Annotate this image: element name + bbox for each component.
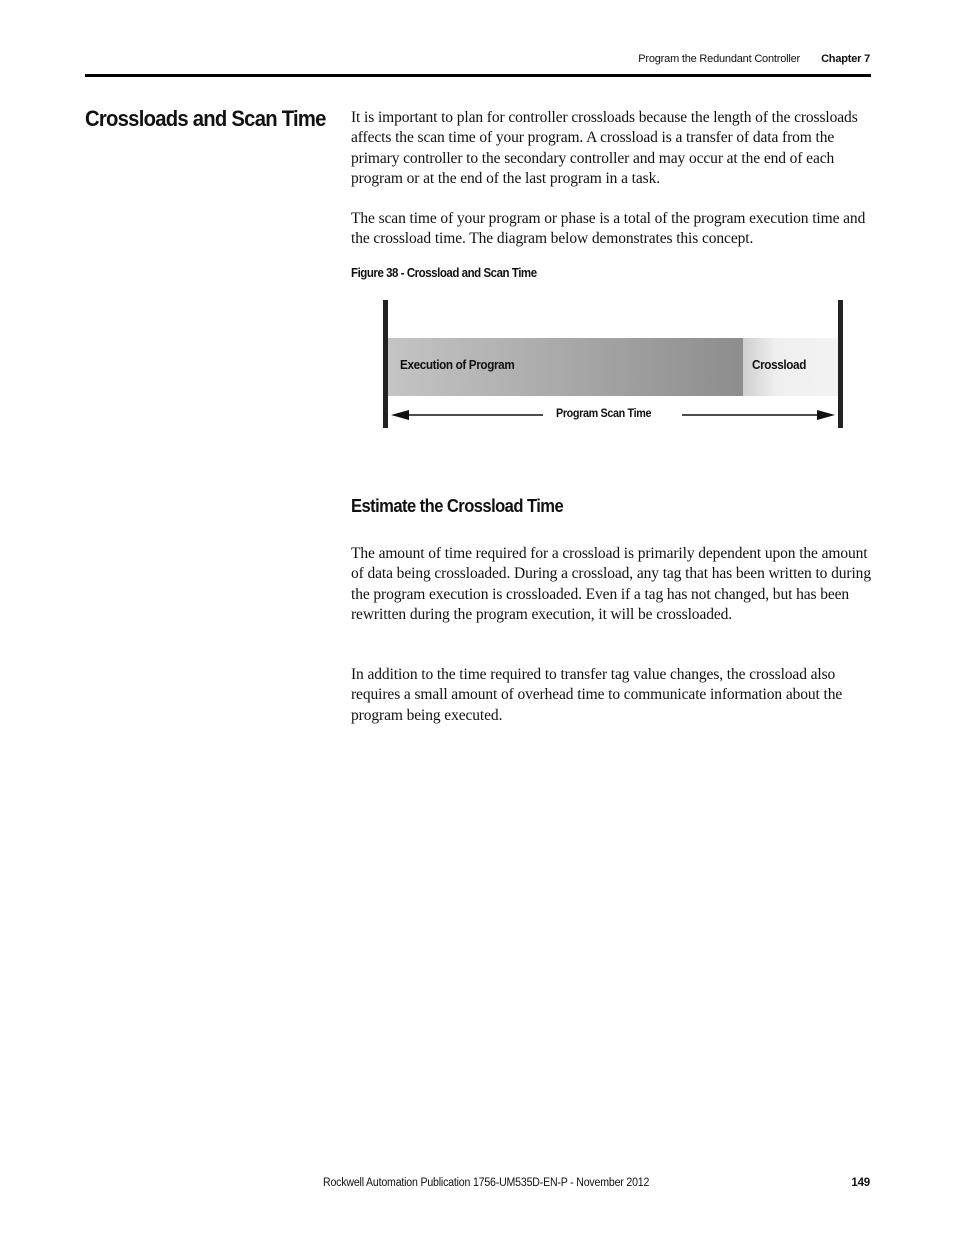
- section-title: Crossloads and Scan Time: [85, 106, 326, 131]
- crossload-data-paragraph: The amount of time required for a crossload is primarily dependent upon the amount of data being crossloaded. During a crossload, any tag that has been written to during the program execution is crossloaded. Even if a tag has not changed, but has been rewritten during the program execution, it will be crossloaded.: [351, 545, 871, 624]
- running-title: Program the Redundant Controller: [638, 53, 800, 65]
- execution-label: Execution of Program: [400, 357, 515, 372]
- crossload-scan-time-diagram: [383, 300, 845, 430]
- subsection-title: Estimate the Crossload Time: [351, 496, 564, 516]
- scan-time-paragraph: The scan time of your program or phase is a total of the program execution time and the crossload time. The diagram below demonstrates this concept.: [351, 210, 866, 248]
- page-number: 149: [851, 1177, 870, 1189]
- overhead-paragraph: In addition to the time required to transfer tag value changes, the crossload also requires a small amount of overhead time to communicate information about the program being executed.: [351, 666, 843, 724]
- publication-info: Rockwell Automation Publication 1756-UM535D-EN-P - November 2012: [323, 1177, 650, 1189]
- intro-paragraph: It is important to plan for controller crossloads because the length of the crossloads affects the scan time of your program. A crossload is a transfer of data from the primary controller to the secondary controller and may occur at the end of each program or at the end of the last program in a task.: [351, 109, 858, 188]
- crossload-label: Crossload: [752, 357, 806, 372]
- chapter-label: Chapter 7: [821, 53, 870, 65]
- figure-caption: Figure 38 - Crossload and Scan Time: [351, 266, 537, 280]
- page-header: [638, 53, 870, 65]
- header-rule: [85, 74, 871, 77]
- scan-time-label: Program Scan Time: [556, 406, 652, 420]
